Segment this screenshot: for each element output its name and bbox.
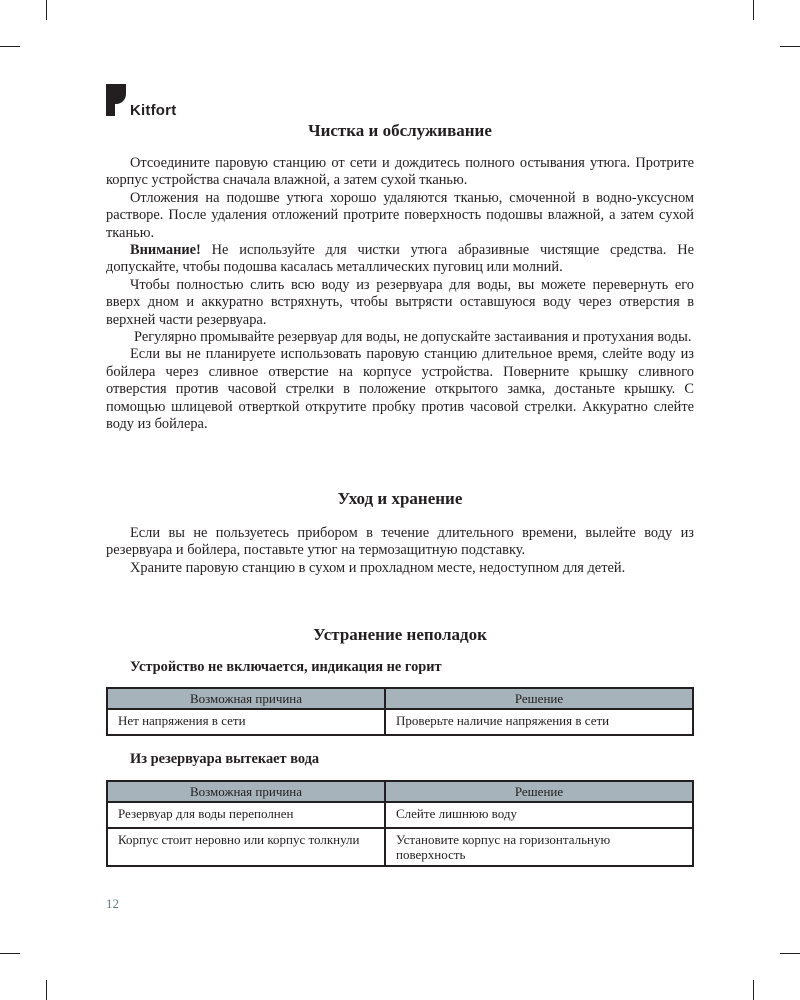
crop-mark <box>46 980 47 1000</box>
table-header-row <box>107 688 693 709</box>
kitfort-logo-icon <box>106 84 126 116</box>
troubleshooting-table <box>106 780 694 867</box>
brand-logo <box>106 84 196 118</box>
table-header-row <box>107 781 693 802</box>
crop-mark <box>46 0 47 20</box>
paragraph: Отложения на подошве утюга хорошо удаляются тканью, смоченной в водно-уксусном растворе. После удаления отложений протрите поверхность подошвы влажной, а затем сухой тканью. <box>106 189 694 241</box>
storage-text <box>106 525 694 577</box>
table-row <box>107 828 693 866</box>
section-title-storage: Уход и хранение <box>337 489 463 508</box>
page-number: 12 <box>106 896 119 911</box>
solution-cell: Слейте лишнюю воду <box>385 802 693 828</box>
crop-mark <box>780 46 800 47</box>
paragraph: Чтобы полностью слить всю воду из резервуара для воды, вы можете перевернуть его вверх дном и аккуратно встряхнуть, чтобы вытрясти оставшуюся воду через отверстия в верхней части резервуара. <box>106 276 694 328</box>
paragraph: Если вы не пользуетесь прибором в течение длительного времени, вылейте воду из резервуара и бойлера, поставьте утюг на термозащитную подставку. <box>106 525 694 559</box>
problem-title: Из резервуара вытекает вода <box>130 751 320 767</box>
paragraph: Регулярно промывайте резервуар для воды, не допускайте застаивания и протухания воды. <box>134 329 692 346</box>
column-header-cause: Возможная причина <box>107 781 385 802</box>
crop-mark <box>0 46 20 47</box>
troubleshooting-table <box>106 687 694 736</box>
brand-name: Kitfort <box>130 102 177 119</box>
column-header-cause: Возможная причина <box>107 688 385 709</box>
paragraph: Отсоедините паровую станцию от сети и дождитесь полного остывания утюга. Протрите корпус устройства сначала влажной, а затем сухой тканью. <box>106 155 694 189</box>
table-row <box>107 709 693 735</box>
crop-mark <box>753 0 754 20</box>
section-title-cleaning: Чистка и обслуживание <box>308 121 492 140</box>
paragraph: Если вы не планируете использовать паровую станцию длительное время, слейте воду из бойлера через сливное отверстие на корпусе устройства. Поверните крышку сливного отверстия против часовой стрелки в положение открытого замка, достаньте крышку. С помощью шлицевой отверткой открутите пробку против часовой стрелки. Аккуратно слейте воду из бойлера. <box>106 346 694 433</box>
section-title-troubleshooting: Устранение неполадок <box>313 625 487 644</box>
cleaning-text <box>106 155 694 434</box>
crop-mark <box>753 980 754 1000</box>
cause-cell: Корпус стоит неровно или корпус толкнули <box>107 828 385 866</box>
column-header-solution: Решение <box>385 688 693 709</box>
crop-mark <box>0 953 20 954</box>
solution-cell: Установите корпус на горизонтальную поверхность <box>385 828 693 866</box>
column-header-solution: Решение <box>385 781 693 802</box>
warning-label: Внимание! <box>130 242 201 259</box>
paragraph: Храните паровую станцию в сухом и прохладном месте, недоступном для детей. <box>130 559 626 576</box>
crop-mark <box>780 953 800 954</box>
table-row <box>107 802 693 828</box>
cause-cell: Резервуар для воды переполнен <box>107 802 385 828</box>
solution-cell: Проверьте наличие напряжения в сети <box>385 709 693 735</box>
problem-title: Устройство не включается, индикация не горит <box>130 659 442 675</box>
warning-paragraph: Внимание! Не используйте для чистки утюга абразивные чистящие средства. Не допускайте, чтобы подошва касалась металлических пуговиц или молний. <box>106 242 694 276</box>
cause-cell: Нет напряжения в сети <box>107 709 385 735</box>
